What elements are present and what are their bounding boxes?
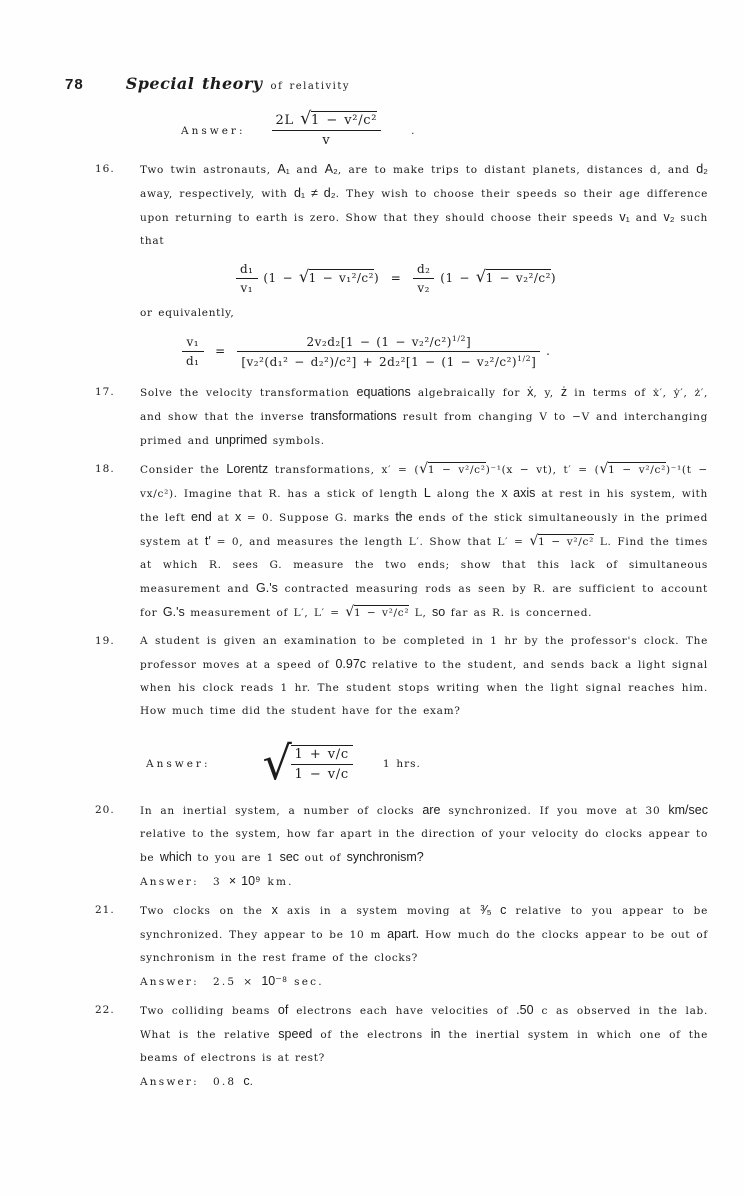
answer-period: .	[411, 124, 416, 137]
problem-16-number: 16.	[95, 163, 115, 175]
radical-sign: √	[262, 736, 293, 790]
problem-19-answer	[146, 736, 708, 790]
problem-19-text: A student is given an examination to be completed in 1 hr by the professor's clock. The professor moves at a speed of 0.97c relative to the student, and sends back a light signal when his clock reads 1 hr. The student stops writing when the light signal reaches him. How much time did the student have for the exam?	[140, 635, 708, 717]
problem-16	[95, 158, 708, 376]
problem-20	[95, 799, 708, 894]
problem-16-equation-1: $\frac{\text{d₁}}{\text{v₁}}$ (1 − √1 − v₁²/c²) = $\frac{\text{d₂}}{\text{v₂}}$ (1 − √1 − v₂²/c²)	[236, 262, 708, 295]
chapter-title-rest: of relativity	[270, 81, 351, 92]
problem-18-text: Consider the Lorentz transformations, x′ = (√1 − v²/c²)⁻¹(x − vt), t′ = (√1 − v²/c²)⁻¹(t − vx/c²). Imagine that R. has a stick of length L along the x axis at rest in his system, with the left end at x = 0. Suppose G. marks the ends of the stick simultaneously in the primed system at t′ = 0, and measures the length L′. Show that L′ = √1 − v²/c² L. Find the times at which R. sees G. measure the two ends; show that this lack of simultaneous measurement and G.'s contracted measuring rods as seen by R. are sufficient to account for G.'s measurement of L′, L′ = √1 − v²/c² L, so far as R. is concerned.	[140, 461, 709, 620]
problem-22-answer: Answer: 0.8 c.	[140, 1074, 256, 1089]
fraction-numerator: 2L √1 − v²/c²	[275, 109, 378, 129]
problem-16-connector: or equivalently,	[140, 307, 235, 319]
answer-line-top	[181, 109, 708, 148]
answer-label: Answer:	[146, 757, 211, 770]
answer-label: Answer:	[181, 124, 246, 137]
problem-22-text: Two colliding beams of electrons each have velocities of .50 c as observed in the lab. What is the relative speed of the electrons in the inertial system in which one of the beams of electrons is at rest?	[140, 1003, 709, 1065]
problem-16-equation-2: $\frac{\text{v₁}}{\text{d₁}}$ = $\frac{2v_2d_2[1 - (1 - v_2^2/c^2)^{1/2}]}{[v_2^2(d_1^2 - d_2^2)/c^2] + 2d_2^2[1 - (1 - v_2^2/c^2)^{1/2}]}$ .	[182, 334, 708, 369]
problem-18-number: 18.	[95, 463, 115, 475]
problem-17-text: Solve the velocity transformation equations algebraically for ẋ, y, ż in terms of ẋ′, ẏ′, ż′, and show that the inverse transformations result from changing V to −V and interchanging primed and unprimed symbols.	[140, 385, 709, 447]
problem-17-number: 17.	[95, 386, 115, 398]
answer-fraction	[272, 109, 382, 148]
page-number: 78	[65, 76, 84, 93]
problem-21-text: Two clocks on the x axis in a system moving at ³⁄₅ c relative to you appear to be synchronized. They appear to be 10 m apart. How much do the clocks appear to be out of synchronism in the rest frame of the clocks?	[140, 903, 708, 965]
problem-17	[95, 381, 708, 453]
problem-18	[95, 458, 708, 625]
problem-20-text: In an inertial system, a number of clocks are synchronized. If you move at 30 km/sec relative to the system, how far apart in the direction of your velocity do clocks appear to be which to you are 1 sec out of synchronism?	[140, 803, 708, 865]
problem-20-answer: Answer: 3 × 10⁹ km.	[140, 874, 294, 889]
radical-denominator: 1 − v/c	[291, 764, 353, 782]
problem-19-number: 19.	[95, 635, 115, 647]
problem-20-number: 20.	[95, 804, 115, 817]
radical-numerator: 1 + v/c	[294, 747, 349, 763]
problem-21	[95, 899, 708, 994]
problem-19	[95, 630, 708, 794]
problem-16-text: Two twin astronauts, A₁ and A₂, are to make trips to distant planets, distances d, and d₂ away, respectively, with d₁ ≠ d₂. They wish to choose their speeds so their age difference upon returning to earth is zero. Show that they should choose their speeds v₁ and v₂ such that	[140, 162, 709, 247]
page-body	[95, 109, 709, 1094]
fraction-denominator: v	[272, 130, 382, 148]
problem-22-number: 22.	[95, 1004, 115, 1017]
answer-radical	[262, 736, 353, 790]
problem-21-answer: Answer: 2.5 × 10⁻⁸ sec.	[140, 974, 324, 989]
page-header	[65, 74, 708, 93]
answer-units: 1 hrs.	[382, 757, 421, 770]
chapter-title: Special theory	[125, 74, 263, 93]
problem-22	[95, 999, 708, 1094]
problem-21-number: 21.	[95, 904, 115, 917]
